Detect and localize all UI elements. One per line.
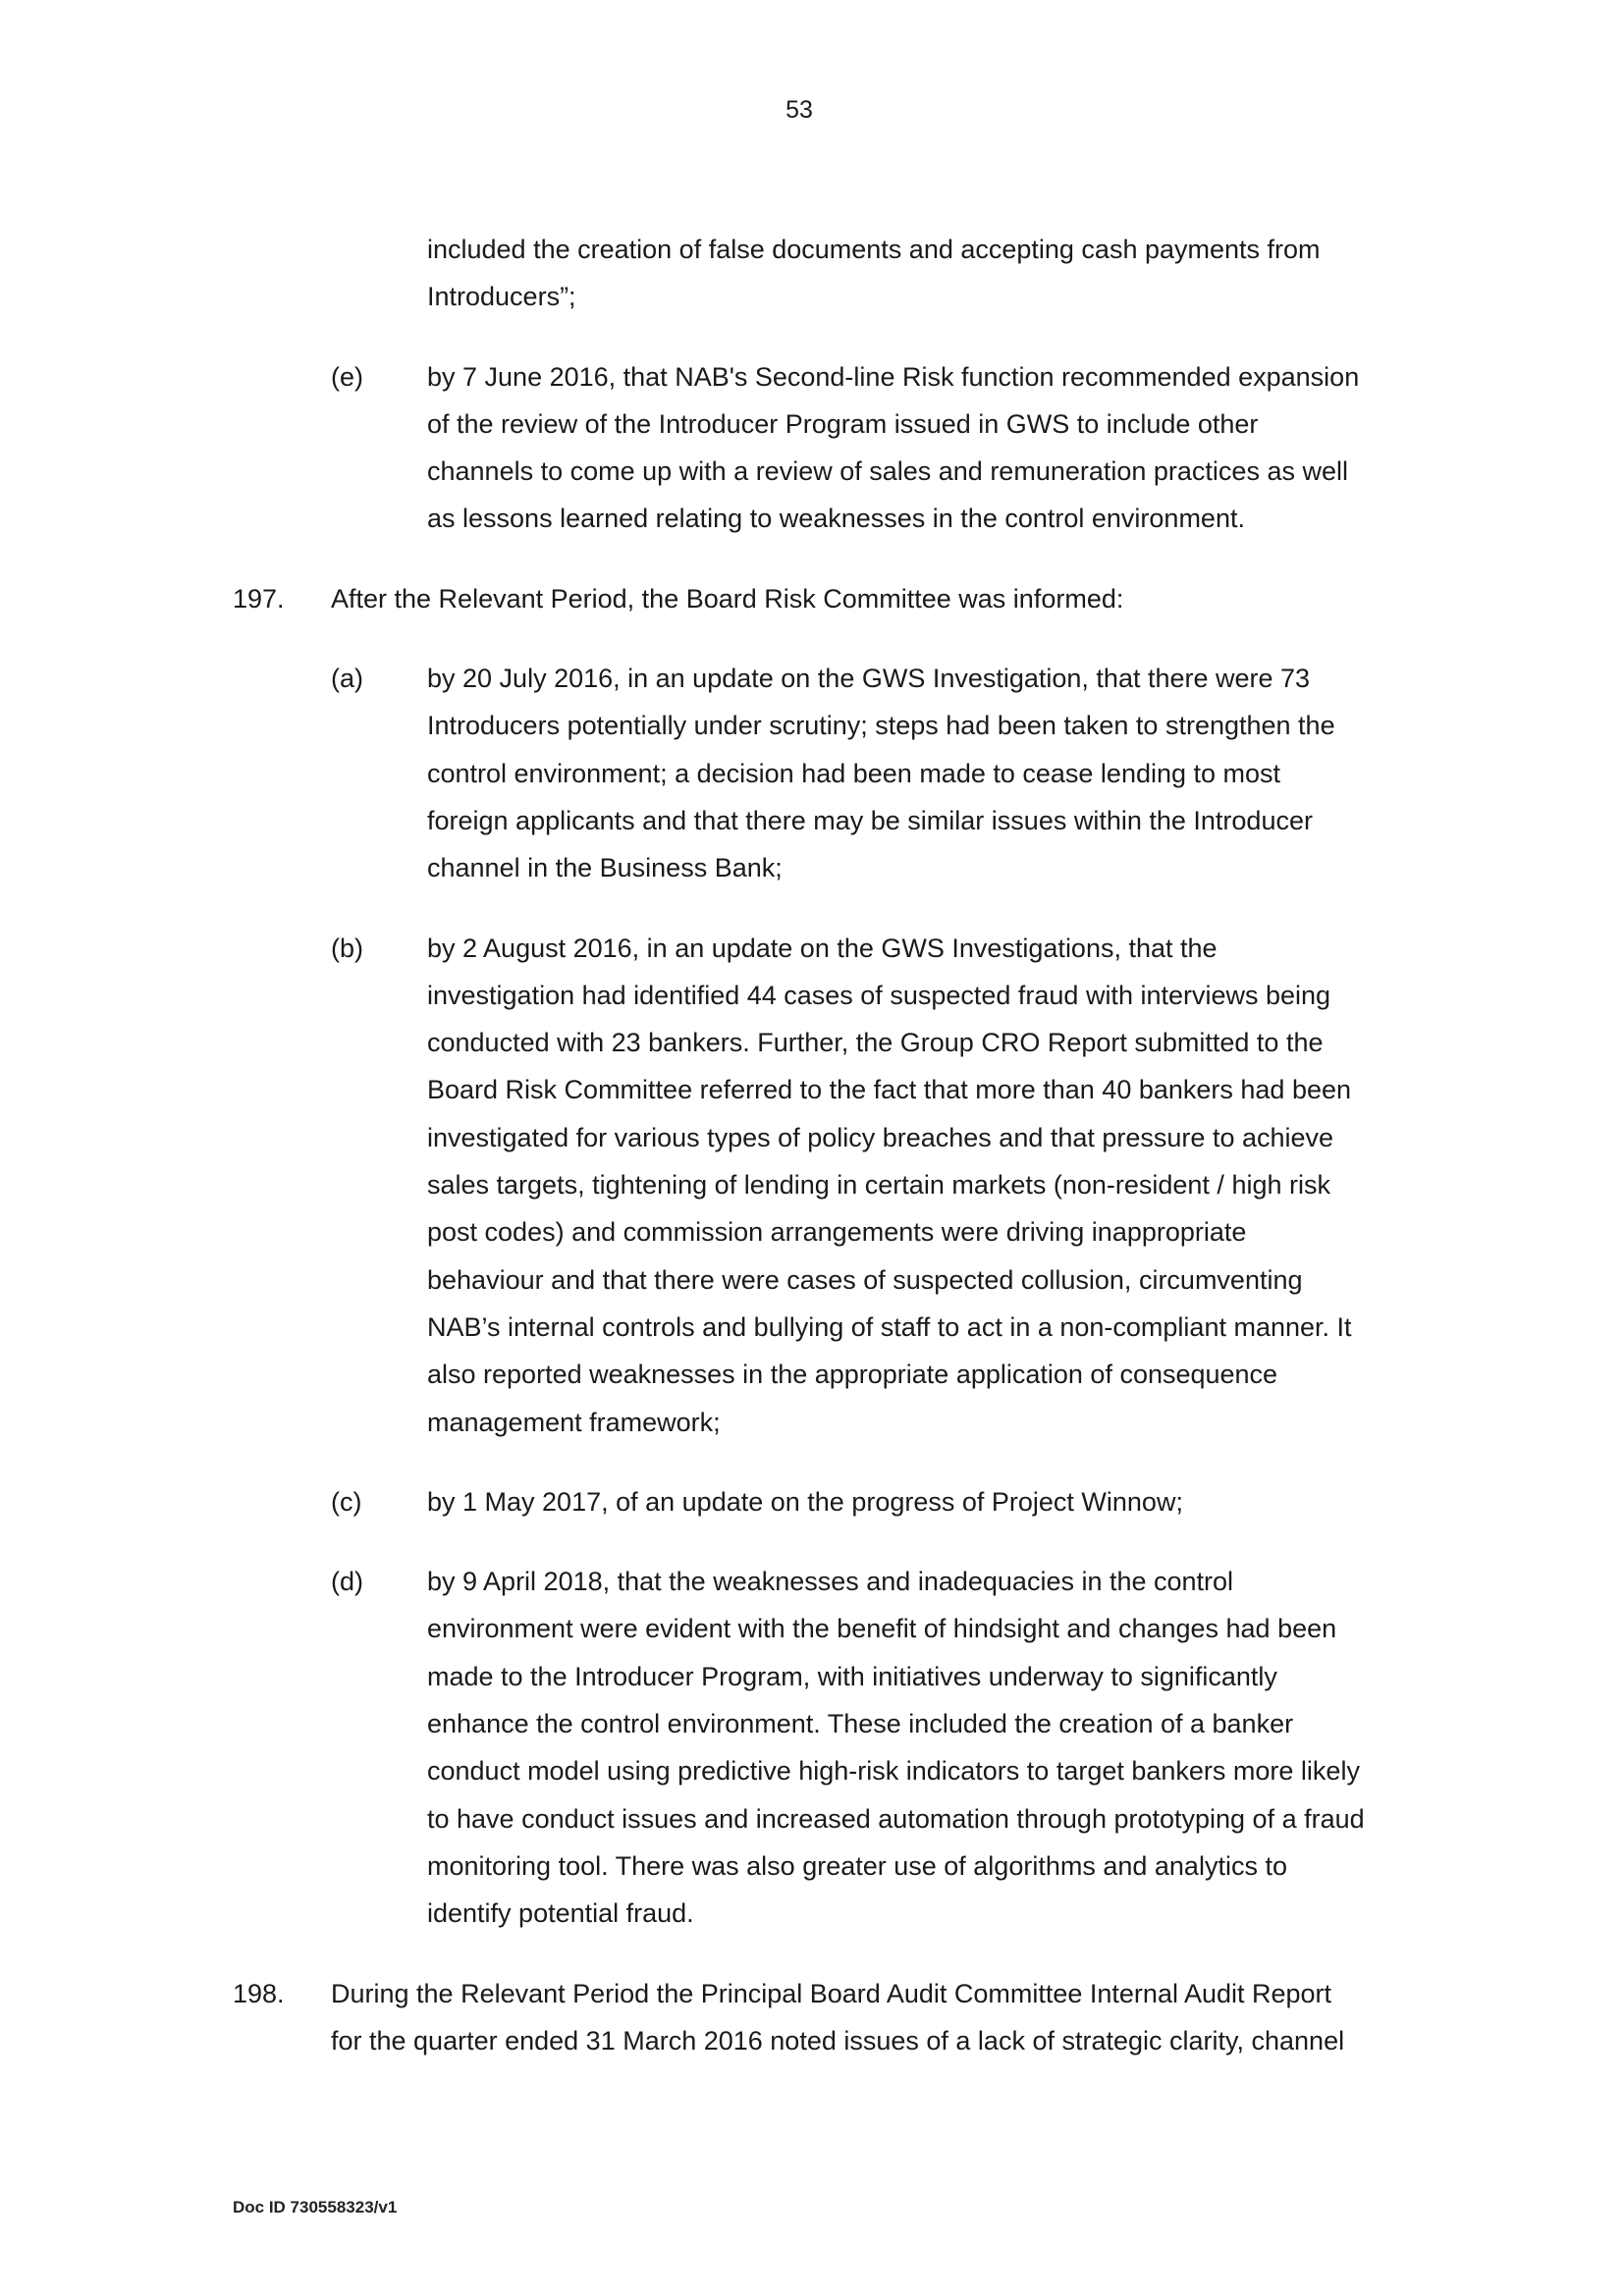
- text-line: conducted with 23 bankers. Further, the Group CRO Report submitted to the: [427, 1028, 1324, 1058]
- text-line: investigated for various types of policy breaches and that pressure to achieve: [427, 1122, 1334, 1152]
- text-line: identify potential fraud.: [427, 1898, 694, 1929]
- text-line: Board Risk Committee referred to the fact that more than 40 bankers had been: [427, 1075, 1352, 1105]
- text-line: included the creation of false documents and accepting cash payments from: [427, 235, 1321, 264]
- text-line: also reported weaknesses in the appropriate application of consequence: [427, 1360, 1278, 1390]
- text-line: channels to come up with a review of sales and remuneration practices as well: [427, 456, 1348, 487]
- subparagraph-d: [0, 1558, 1624, 1937]
- text-line: During the Relevant Period the Principal Board Audit Committee Internal Audit Report: [331, 1978, 1332, 2008]
- text-line: environment were evident with the benefit of hindsight and changes had been: [427, 1614, 1337, 1644]
- paragraph-197: [0, 575, 1624, 622]
- text-line: foreign applicants and that there may be similar issues within the Introducer: [427, 805, 1313, 835]
- paragraph-number: 198.: [233, 1978, 285, 2008]
- text-line: by 1 May 2017, of an update on the progress of Project Winnow;: [427, 1486, 1183, 1517]
- subparagraph-label: (a): [331, 664, 363, 694]
- text-line: conduct model using predictive high-risk indicators to target bankers more likely: [427, 1756, 1360, 1787]
- subparagraph-label: (d): [331, 1567, 363, 1597]
- text-line: channel in the Business Bank;: [427, 853, 783, 883]
- subparagraph-label: (e): [331, 361, 363, 392]
- subparagraph-c: [0, 1478, 1624, 1525]
- text-line: monitoring tool. There was also greater use of algorithms and analytics to: [427, 1850, 1287, 1881]
- subparagraph-label: (c): [331, 1486, 362, 1517]
- text-line: control environment; a decision had been made to cease lending to most: [427, 758, 1281, 788]
- subparagraph-label: (b): [331, 933, 363, 963]
- text-line: behaviour and that there were cases of suspected collusion, circumventing: [427, 1264, 1303, 1295]
- text-line: by 7 June 2016, that NAB's Second-line Risk function recommended expansion: [427, 361, 1360, 392]
- page-number: 53: [785, 96, 813, 124]
- text-line: After the Relevant Period, the Board Risk Committee was informed:: [331, 583, 1124, 614]
- text-line: of the review of the Introducer Program issued in GWS to include other: [427, 408, 1259, 439]
- text-line: enhance the control environment. These included the creation of a banker: [427, 1709, 1294, 1739]
- text-line: by 9 April 2018, that the weaknesses and inadequacies in the control: [427, 1567, 1234, 1597]
- subparagraph-b: [0, 925, 1624, 1446]
- text-line: by 2 August 2016, in an update on the GWS Investigations, that the: [427, 933, 1218, 963]
- text-line: by 20 July 2016, in an update on the GWS Investigation, that there were 73: [427, 664, 1311, 694]
- text-line: management framework;: [427, 1407, 721, 1437]
- text-line: sales targets, tightening of lending in certain markets (non-resident / high risk: [427, 1170, 1330, 1201]
- paragraph-198: [0, 1970, 1624, 2065]
- text-line: as lessons learned relating to weaknesses in the control environment.: [427, 504, 1245, 534]
- continuation-text: [0, 226, 1624, 321]
- text-line: to have conduct issues and increased automation through prototyping of a fraud: [427, 1803, 1365, 1834]
- subparagraph-a: [0, 655, 1624, 891]
- subparagraph-e: [0, 353, 1624, 543]
- text-line: NAB’s internal controls and bullying of staff to act in a non-compliant manner. It: [427, 1311, 1352, 1342]
- text-line: Introducers”;: [427, 282, 576, 312]
- text-line: made to the Introducer Program, with initiatives underway to significantly: [427, 1661, 1277, 1691]
- paragraph-number: 197.: [233, 583, 285, 614]
- document-id-footer: Doc ID 730558323/v1: [233, 2198, 398, 2216]
- document-body: [0, 226, 1624, 2064]
- text-line: post codes) and commission arrangements were driving inappropriate: [427, 1217, 1247, 1248]
- text-line: Introducers potentially under scrutiny; steps had been taken to strengthen the: [427, 711, 1335, 741]
- text-line: investigation had identified 44 cases of suspected fraud with interviews being: [427, 980, 1331, 1010]
- text-line: for the quarter ended 31 March 2016 noted issues of a lack of strategic clarity, channel: [331, 2025, 1345, 2056]
